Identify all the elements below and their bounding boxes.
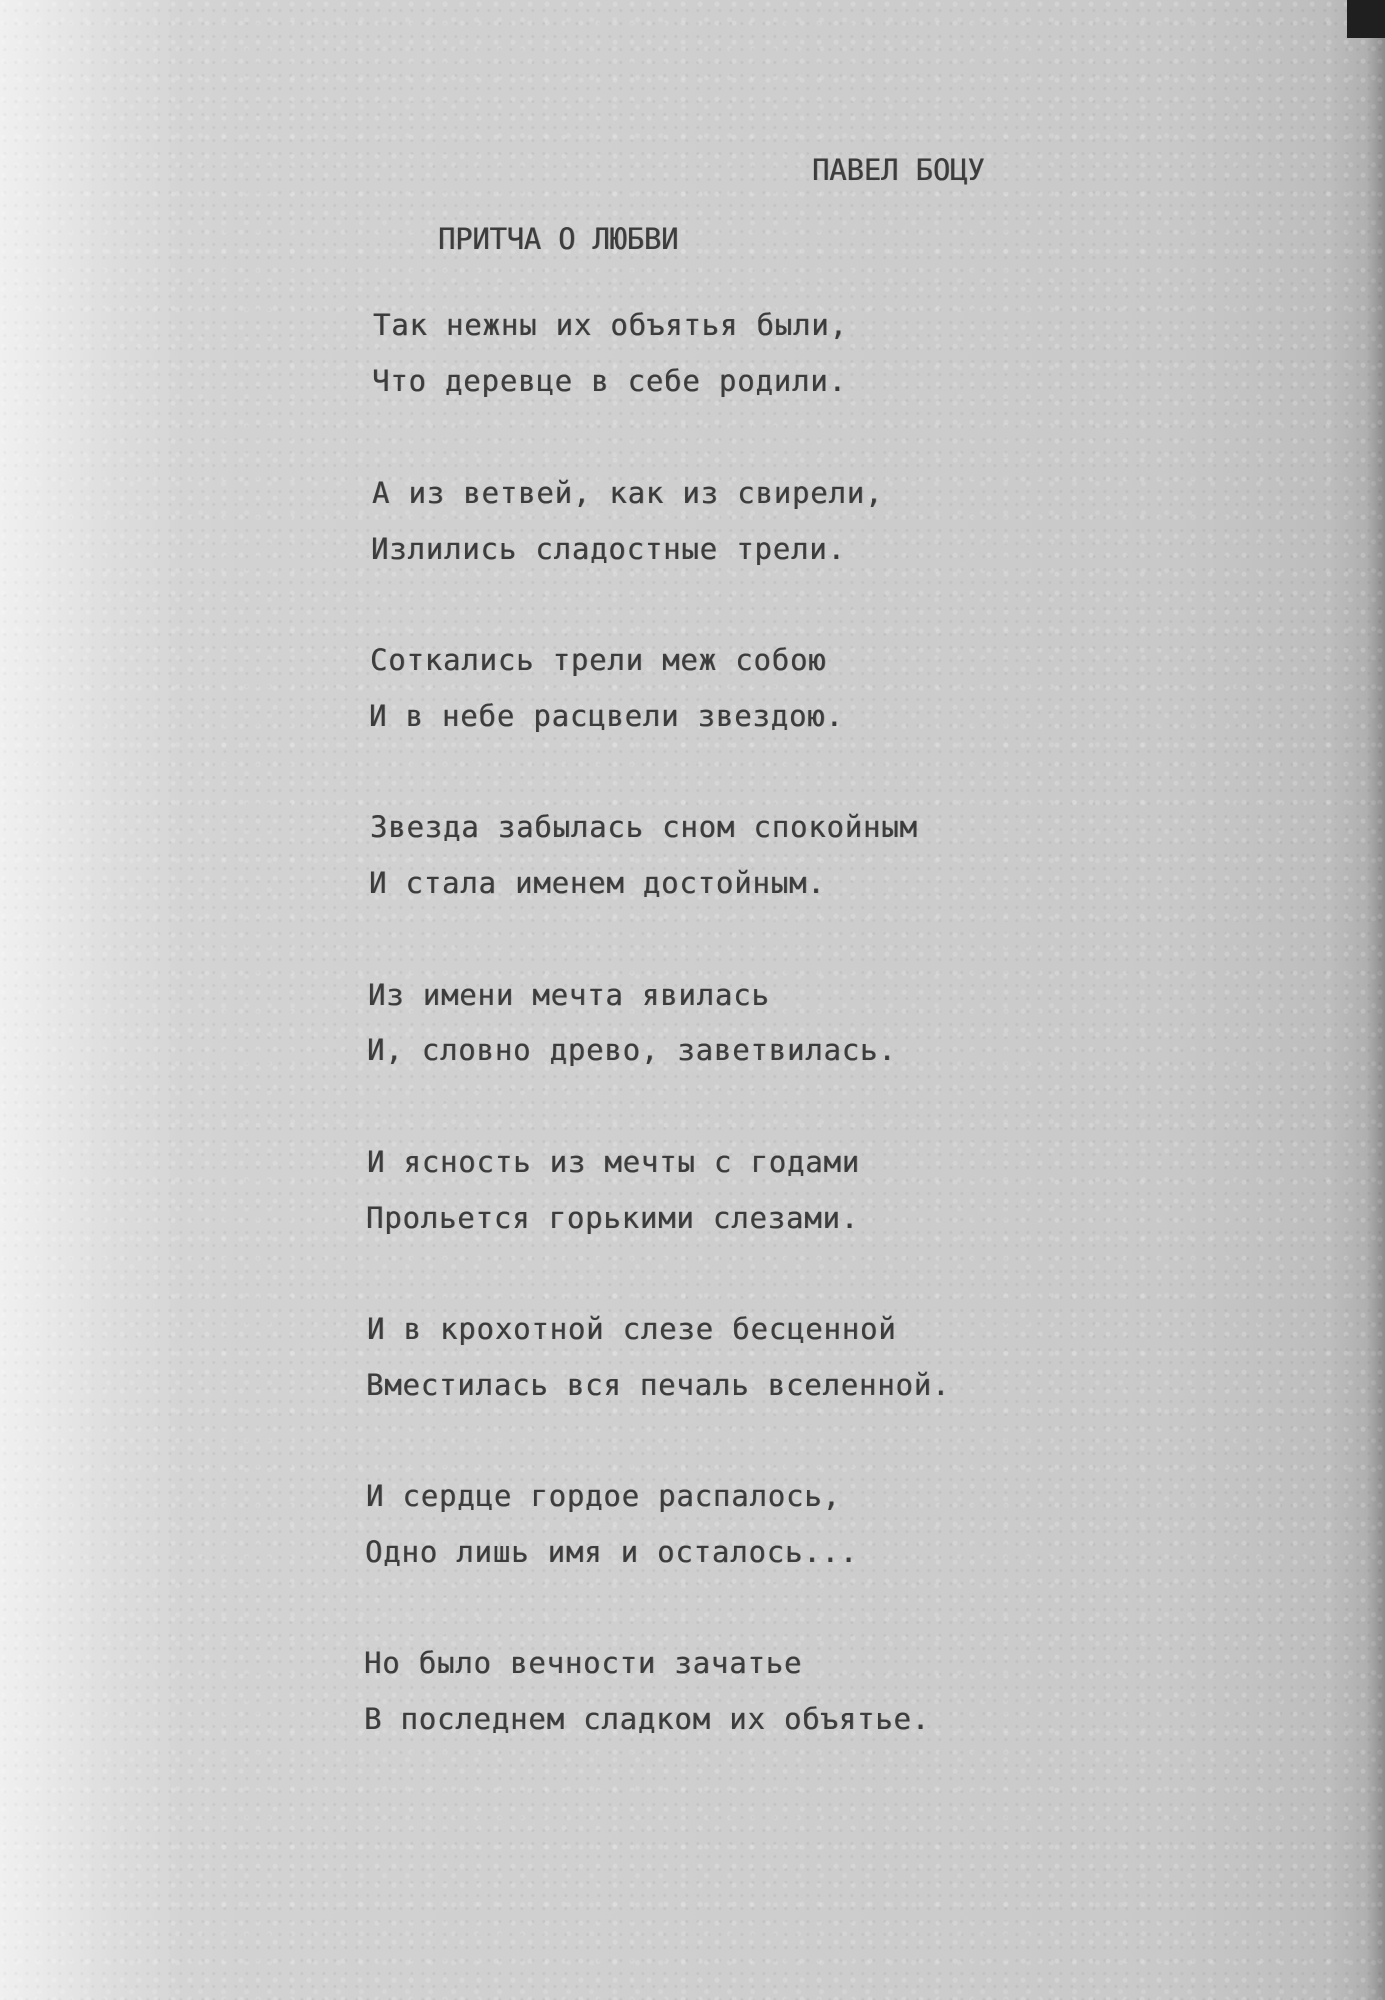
poem-line: И сердце гордое распалось,	[366, 1479, 841, 1513]
poem-line: Но было вечности зачатье	[364, 1646, 803, 1680]
poem-line: Одно лишь имя и осталось...	[365, 1535, 859, 1569]
poem-line: Соткались трели меж собою	[370, 643, 827, 677]
author-name: ПАВЕЛ БОЦУ	[812, 153, 985, 187]
poem-line: Звезда забылась сном спокойным	[370, 810, 918, 844]
poem-line: В последнем сладком их объятье.	[364, 1702, 931, 1736]
poem-line: Вместилась вся печаль вселенной.	[366, 1368, 951, 1402]
poem-line: Так нежны их объятья были,	[373, 308, 848, 342]
poem-line: Из имени мечта явилась	[368, 978, 770, 1012]
poem-line: И в крохотной слезе бесценной	[367, 1312, 897, 1346]
poem-line: И в небе расцвели звездою.	[369, 699, 844, 733]
poem-line: Прольется горькими слезами.	[366, 1201, 860, 1235]
poem-line: И, словно древо, заветвилась.	[367, 1033, 897, 1067]
poem-title: ПРИТЧА О ЛЮБВИ	[438, 222, 679, 256]
poem-line: И ясность из мечты с годами	[367, 1145, 861, 1179]
poem-line: Излились сладостные трели.	[371, 532, 846, 566]
poem-line: И стала именем достойным.	[369, 866, 826, 900]
poem-line: Что деревце в себе родили.	[372, 364, 847, 398]
poem-line: А из ветвей, как из свирели,	[372, 476, 884, 510]
